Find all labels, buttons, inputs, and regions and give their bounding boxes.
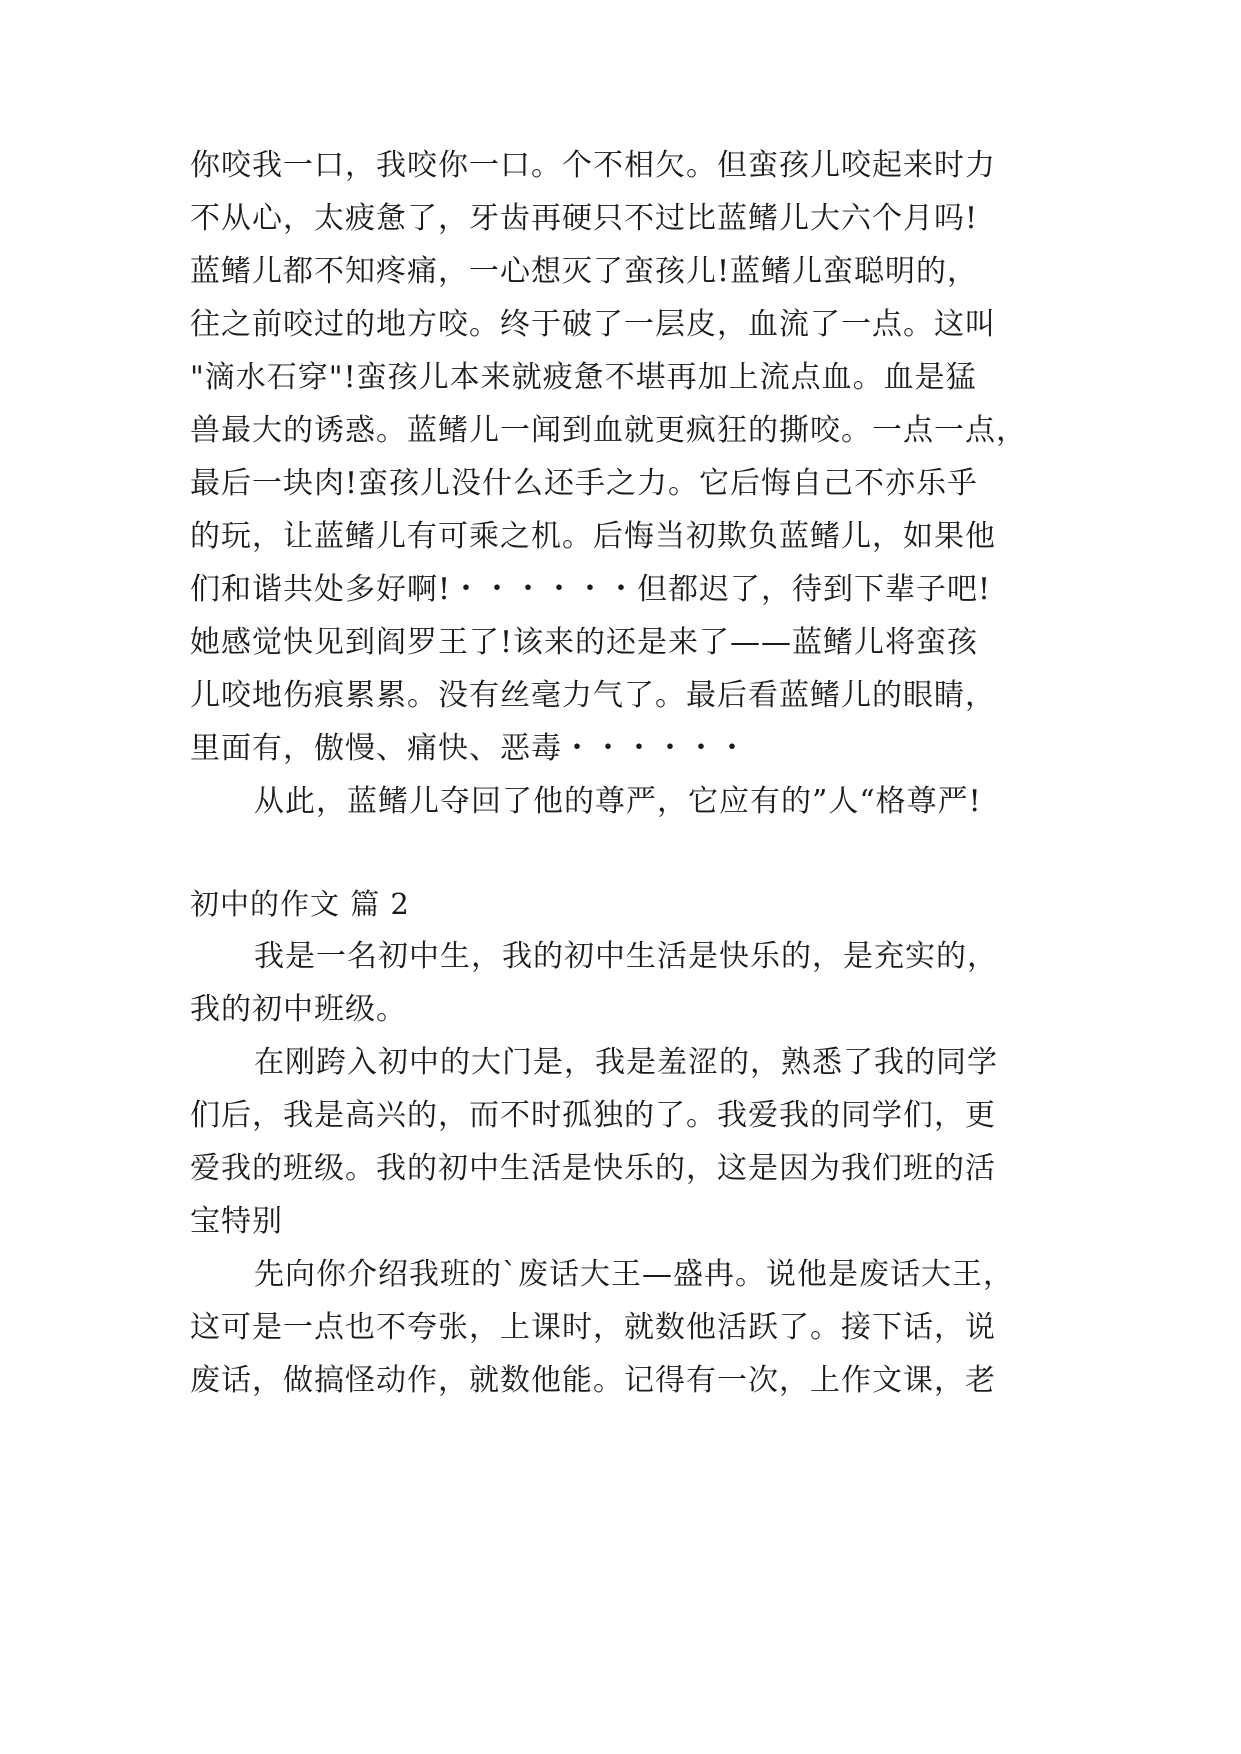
- paragraph-line: 爱我的班级。我的初中生活是快乐的，这是因为我们班的活: [190, 1151, 996, 1186]
- paragraph-line: 在刚跨入初中的大门是，我是羞涩的，熟悉了我的同学: [254, 1045, 998, 1080]
- paragraph-line: 宝特别: [190, 1204, 283, 1239]
- story-line: 她感觉快见到阎罗王了!该来的还是来了——蓝鳍儿将蛮孩: [190, 625, 979, 660]
- paragraph-line: 先向你介绍我班的`废话大王—盛冉。说他是废话大王，: [254, 1257, 1014, 1292]
- story-line: 往之前咬过的地方咬。终于破了一层皮，血流了一点。这叫: [190, 307, 996, 342]
- story-line: 们和谐共处多好啊!・・・・・・但都迟了，待到下辈子吧!: [190, 572, 992, 607]
- story-line: 里面有，傲慢、痛快、恶毒・・・・・・: [190, 731, 748, 766]
- section-heading: 初中的作文 篇 2: [190, 887, 410, 921]
- story-line: 兽最大的诱惑。蓝鳍儿一闻到血就更疯狂的撕咬。一点一点，: [190, 413, 1027, 448]
- story-closing: 从此，蓝鳍儿夺回了他的尊严，它应有的”人“格尊严!: [254, 784, 982, 819]
- paragraph-line: 们后，我是高兴的，而不时孤独的了。我爱我的同学们，更: [190, 1098, 996, 1133]
- story-line: "滴水石穿"!蛮孩儿本来就疲惫不堪再加上流点血。血是猛: [190, 360, 977, 395]
- paragraph-line: 我是一名初中生，我的初中生活是快乐的，是充实的，: [254, 939, 998, 974]
- story-line: 儿咬地伤痕累累。没有丝毫力气了。最后看蓝鳍儿的眼睛，: [190, 678, 996, 713]
- story-line: 最后一块肉!蛮孩儿没什么还手之力。它后悔自己不亦乐乎: [190, 466, 979, 501]
- paragraph-line: 废话，做搞怪动作，就数他能。记得有一次，上作文课，老: [190, 1363, 996, 1398]
- story-line: 不从心，太疲惫了，牙齿再硬只不过比蓝鳍儿大六个月吗!: [190, 201, 979, 236]
- story-line: 的玩，让蓝鳍儿有可乘之机。后悔当初欺负蓝鳍儿，如果他: [190, 519, 996, 554]
- paragraph-line: 这可是一点也不夸张，上课时，就数他活跃了。接下话，说: [190, 1310, 996, 1345]
- story-line: 蓝鳍儿都不知疼痛，一心想灭了蛮孩儿!蓝鳍儿蛮聪明的，: [190, 254, 979, 289]
- story-line: 你咬我一口，我咬你一口。个不相欠。但蛮孩儿咬起来时力: [190, 148, 996, 183]
- paragraph-line: 我的初中班级。: [190, 992, 407, 1027]
